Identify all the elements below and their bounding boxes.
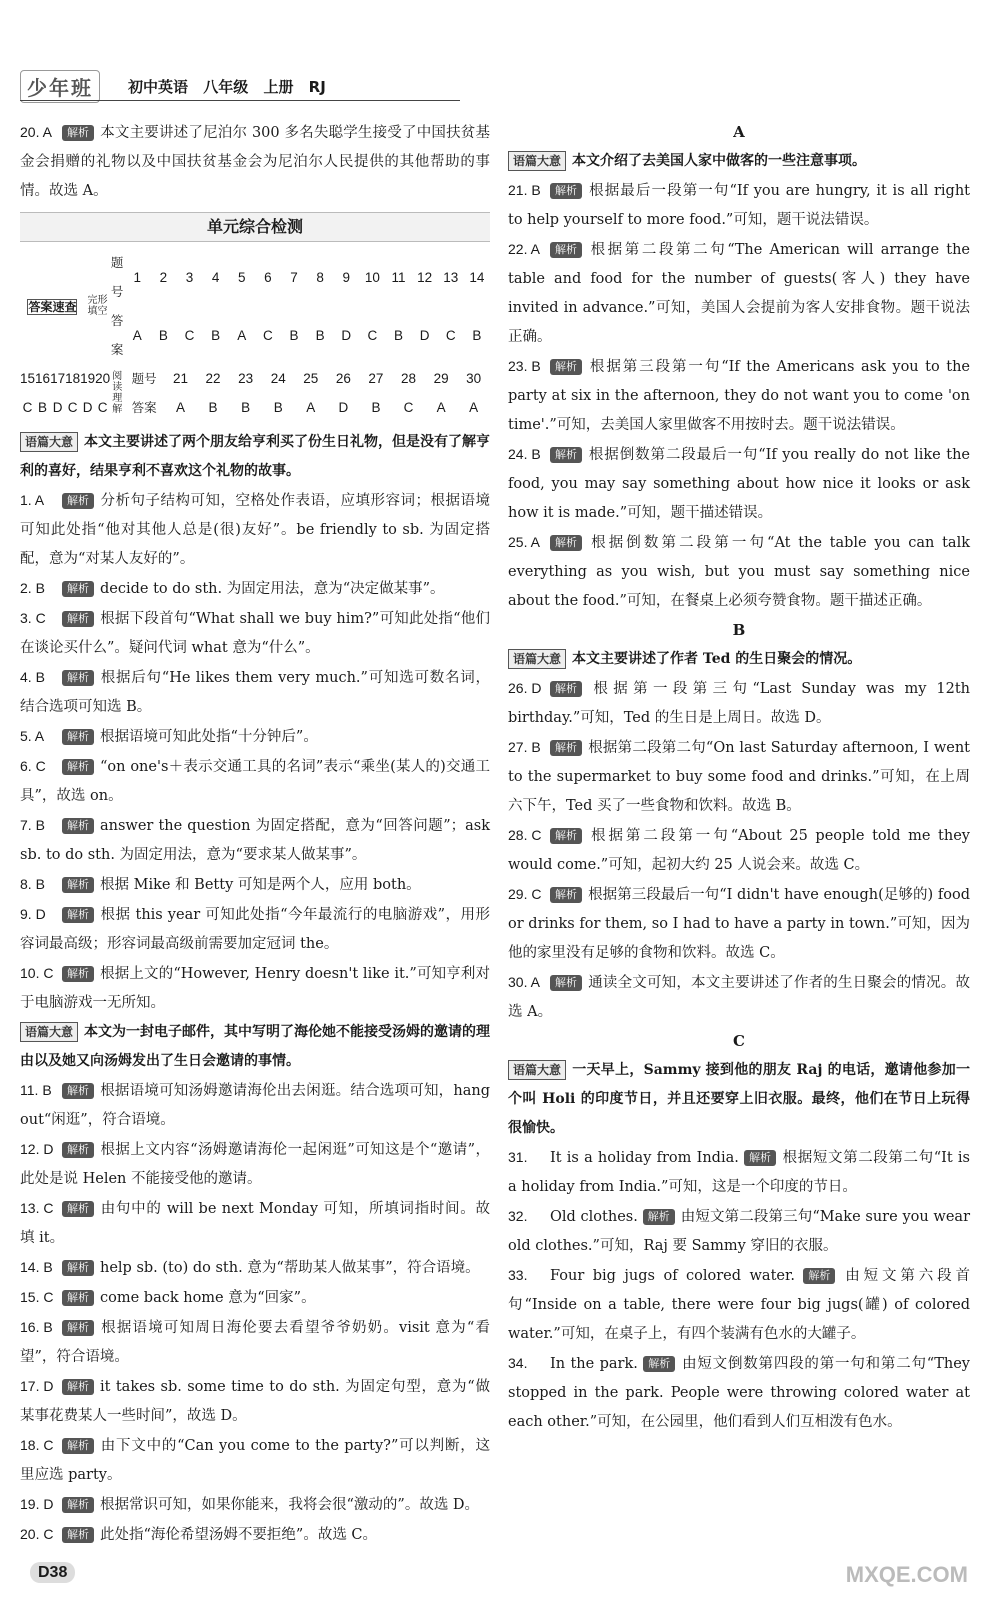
item-text: 根据 Mike 和 Betty 可知是两个人，应用 both。 bbox=[100, 877, 421, 893]
item-number: 12. D bbox=[20, 1141, 54, 1157]
answer-table bbox=[20, 248, 490, 422]
analysis-tag: 解析 bbox=[62, 907, 94, 923]
summary-text: 本文主要讲述了两个朋友给亨利买了份生日礼物，但是没有了解亨利的喜好，结果亨利不喜欢这个礼物的故事。 bbox=[20, 434, 491, 479]
answer-item bbox=[20, 1194, 490, 1253]
analysis-tag: 解析 bbox=[550, 242, 582, 258]
answer-list-1 bbox=[20, 486, 490, 1018]
answer-list-2 bbox=[20, 1076, 490, 1550]
answer-item bbox=[20, 1135, 490, 1194]
answer-item bbox=[508, 1202, 970, 1261]
answer-list-a bbox=[508, 176, 970, 616]
item-number: 14. B bbox=[20, 1259, 53, 1275]
answer-item bbox=[20, 1076, 490, 1135]
analysis-tag: 解析 bbox=[62, 1290, 94, 1306]
item-number: 10. C bbox=[20, 965, 54, 981]
table-cell: 8 bbox=[316, 269, 324, 285]
analysis-tag: 解析 bbox=[62, 670, 94, 686]
table-cell: C bbox=[263, 327, 273, 343]
table-cell: 16 bbox=[35, 371, 51, 386]
summary-b bbox=[508, 645, 970, 674]
answer-item bbox=[508, 1143, 970, 1202]
table-cell: 12 bbox=[417, 269, 433, 285]
item-text: 根据第二段第一句“About 25 people told me they would come.”可知，起初大约 25 人说会来。故选 C。 bbox=[508, 828, 970, 873]
analysis-tag: 解析 bbox=[62, 581, 94, 597]
page-number: D38 bbox=[30, 1562, 75, 1583]
table-cell: B bbox=[393, 327, 403, 343]
item-number: 6. C bbox=[20, 758, 46, 774]
answer-item bbox=[508, 352, 970, 440]
table-cell: 27 bbox=[368, 371, 384, 386]
item-text: 根据语境可知此处指“十分钟后”。 bbox=[100, 729, 318, 745]
item-answer: In the park. bbox=[550, 1356, 638, 1372]
item-number: 5. A bbox=[20, 728, 45, 744]
answer-item bbox=[20, 663, 490, 722]
table-cell: 1 bbox=[133, 269, 141, 285]
analysis-tag: 解析 bbox=[550, 359, 582, 375]
item-number: 3. C bbox=[20, 610, 46, 626]
item-number: 20. C bbox=[20, 1526, 54, 1542]
analysis-tag: 解析 bbox=[550, 535, 582, 551]
table-cell: 24 bbox=[270, 371, 286, 386]
item-text: 根据第三段最后一句“I didn't have enough(足够的) food or drinks for them, so I had to have a party in town.”可知，因为他的家里没有足够的食物和饮料。故选 C。 bbox=[508, 887, 970, 961]
item-text: “on one's＋表示交通工具的名词”表示“乘坐(某人的)交通工具”，故选 on。 bbox=[20, 759, 490, 804]
analysis-tag: 解析 bbox=[62, 759, 94, 775]
table-cell: 7 bbox=[290, 269, 298, 285]
answer-item bbox=[508, 1349, 970, 1437]
item-answer: Four big jugs of colored water. bbox=[550, 1268, 795, 1284]
table-cell: 17 bbox=[50, 371, 66, 386]
table-cell: B bbox=[208, 400, 218, 415]
table-cell: 13 bbox=[443, 269, 459, 285]
item-number: 16. B bbox=[20, 1319, 53, 1335]
item-number: 18. C bbox=[20, 1437, 54, 1453]
analysis-tag: 解析 bbox=[62, 493, 94, 509]
left-column bbox=[20, 118, 490, 1550]
item-number: 24. B bbox=[508, 446, 541, 462]
answer-item bbox=[508, 440, 970, 528]
table-cell: 30 bbox=[466, 371, 482, 386]
table-cell: B bbox=[472, 327, 482, 343]
item-number: 4. B bbox=[20, 669, 45, 685]
table-cell: B bbox=[289, 327, 299, 343]
item-text: 由短文倒数第四段的第一句和第二句“They stopped in the park. People were throwing colored water at each other.”可知，在公园里，他们看到人们互相泼有色水。 bbox=[508, 1356, 970, 1430]
item-text: 由句中的 will be next Monday 可知，所填词指时间。故填 it。 bbox=[20, 1201, 490, 1246]
item-number: 15. C bbox=[20, 1289, 54, 1305]
table-cell: 23 bbox=[238, 371, 254, 386]
header-title: 初中英语 八年级 上册 RJ bbox=[128, 77, 326, 96]
answer-item bbox=[20, 1372, 490, 1431]
item-number: 17. D bbox=[20, 1378, 54, 1394]
item-number: 23. B bbox=[508, 358, 541, 374]
table-cell: D bbox=[341, 327, 352, 343]
item-number: 20. A bbox=[20, 124, 52, 140]
analysis-tag: 解析 bbox=[550, 740, 582, 756]
item-number: 33. bbox=[508, 1267, 528, 1283]
item-text: 根据后句“He likes them very much.”可知选可数名词，结合选项可知选 B。 bbox=[20, 670, 490, 715]
answer-item bbox=[508, 880, 970, 968]
table-cell: 28 bbox=[401, 371, 417, 386]
answer-item bbox=[20, 959, 490, 1018]
summary-badge: 语篇大意 bbox=[508, 649, 566, 669]
table-cell: 20 bbox=[95, 371, 111, 386]
header-rule bbox=[20, 100, 460, 101]
summary-c bbox=[508, 1056, 970, 1143]
table-cell: A bbox=[132, 327, 142, 343]
item-answer: It is a holiday from India. bbox=[550, 1150, 739, 1166]
analysis-tag: 解析 bbox=[62, 1142, 94, 1158]
item-text: 根据最后一段第一句“If you are hungry, it is all right to help yourself to more food.”可知，题干说法错误。 bbox=[508, 183, 970, 228]
item-answer: Old clothes. bbox=[550, 1209, 638, 1225]
analysis-tag: 解析 bbox=[62, 1438, 94, 1454]
table-cell: A bbox=[175, 400, 185, 415]
section-c-title: C bbox=[733, 1032, 745, 1050]
answer-item bbox=[20, 1431, 490, 1490]
item-number: 11. B bbox=[20, 1082, 52, 1098]
item-text: 根据语境可知周日海伦要去看望爷爷奶奶。visit 意为“看望”，符合语境。 bbox=[20, 1320, 490, 1365]
item-number: 26. D bbox=[508, 680, 542, 696]
summary-badge: 语篇大意 bbox=[508, 1060, 566, 1080]
summary-text: 本文介绍了去美国人家中做客的一些注意事项。 bbox=[572, 153, 867, 169]
item-number: 30. A bbox=[508, 974, 540, 990]
item-number: 13. C bbox=[20, 1200, 54, 1216]
analysis-tag: 解析 bbox=[62, 125, 94, 141]
table-cell: 25 bbox=[303, 371, 319, 386]
table-cell: B bbox=[211, 327, 221, 343]
table-cell: 5 bbox=[237, 269, 246, 285]
answer-item bbox=[20, 1313, 490, 1372]
section-a-title: A bbox=[733, 123, 745, 141]
summary-badge: 语篇大意 bbox=[20, 1022, 78, 1042]
answer-item bbox=[20, 870, 490, 900]
item-number: 9. D bbox=[20, 906, 46, 922]
table-cell: A bbox=[237, 327, 247, 343]
item-number: 25. A bbox=[508, 534, 540, 550]
answer-item bbox=[20, 752, 490, 811]
item-text: come back home 意为“回家”。 bbox=[100, 1290, 316, 1306]
answer-list-c bbox=[508, 1143, 970, 1437]
item-number: 34. bbox=[508, 1355, 528, 1371]
analysis-tag: 解析 bbox=[62, 1083, 94, 1099]
item-text: 由短文第六段首句“Inside on a table, there were four big jugs(罐) of colored water.”可知，在桌子上，有四个装满有色水的大罐子。 bbox=[508, 1268, 971, 1342]
analysis-tag: 解析 bbox=[62, 1497, 94, 1513]
analysis-tag: 解析 bbox=[62, 1527, 94, 1543]
analysis-tag: 解析 bbox=[62, 966, 94, 982]
table-cell: D bbox=[82, 400, 93, 415]
table-cell: B bbox=[315, 327, 325, 343]
item-text: 根据上文的“However, Henry doesn't like it.”可知亨利对于电脑游戏一无所知。 bbox=[20, 966, 490, 1011]
summary-text: 本文主要讲述了作者 Ted 的生日聚会的情况。 bbox=[572, 651, 862, 667]
item-number: 8. B bbox=[20, 876, 45, 892]
analysis-tag: 解析 bbox=[62, 1260, 94, 1276]
analysis-tag: 解析 bbox=[62, 818, 94, 834]
analysis-tag: 解析 bbox=[550, 975, 582, 991]
watermark: MXQE.COM bbox=[845, 1562, 968, 1587]
item-text: 根据常识可知，如果你能来，我将会很“激动的”。故选 D。 bbox=[100, 1497, 480, 1513]
item-text: 根据倒数第二段最后一句“If you really do not like the food, you may say something about how nice it looks or ask how it is made.”可知，题干描述错误。 bbox=[508, 447, 970, 521]
table-cell: C bbox=[445, 327, 456, 343]
summary-1 bbox=[20, 428, 490, 486]
summary-text: 本文为一封电子邮件，其中写明了海伦她不能接受汤姆的邀请的理由以及她又向汤姆发出了生日会邀请的事情。 bbox=[20, 1024, 491, 1069]
analysis-tag: 解析 bbox=[643, 1209, 675, 1225]
cloze-label: 完形填空 bbox=[87, 295, 108, 317]
question-label: 题号 bbox=[131, 371, 157, 386]
right-column bbox=[508, 118, 970, 1437]
analysis-tag: 解析 bbox=[550, 828, 582, 844]
answer-item bbox=[508, 528, 970, 616]
answer-item bbox=[508, 674, 970, 733]
table-cell: 9 bbox=[342, 269, 350, 285]
table-cell: 2 bbox=[159, 269, 168, 285]
answer-item bbox=[508, 733, 970, 821]
table-cell: A bbox=[436, 400, 446, 415]
table-cell: B bbox=[241, 400, 251, 415]
table-cell: A bbox=[469, 400, 479, 415]
item-text: 根据 this year 可知此处指“今年最流行的电脑游戏”，用形容词最高级；形容词最高级前需要加定冠词 the。 bbox=[20, 907, 490, 952]
section-b-title: B bbox=[732, 621, 746, 639]
item-number: 21. B bbox=[508, 182, 541, 198]
analysis-tag: 解析 bbox=[803, 1268, 835, 1284]
item-text: 根据下段首句“What shall we buy him?”可知此处指“他们在谈论买什么”。疑问代词 what 意为“什么”。 bbox=[20, 611, 490, 656]
answer-item bbox=[20, 604, 490, 663]
analysis-tag: 解析 bbox=[550, 447, 582, 463]
analysis-tag: 解析 bbox=[62, 1379, 94, 1395]
item-text: 此处指“海伦希望汤姆不要拒绝”。故选 C。 bbox=[100, 1527, 378, 1543]
analysis-tag: 解析 bbox=[62, 1320, 94, 1336]
table-cell: C bbox=[184, 327, 195, 343]
answer-item bbox=[508, 968, 970, 1027]
table-cell: 14 bbox=[469, 269, 485, 285]
analysis-tag: 解析 bbox=[550, 183, 582, 199]
answer-item bbox=[20, 1283, 490, 1313]
item-text: 根据倒数第二段第一句“At the table you can talk everything as you wish, but you must say something nice about the food.”可知，在餐桌上必须夸赞食物。题干描述正确。 bbox=[508, 535, 970, 609]
table-cell: C bbox=[403, 400, 414, 415]
item-number: 32. bbox=[508, 1208, 528, 1224]
table-cell: B bbox=[371, 400, 381, 415]
item-text: 本文主要讲述了尼泊尔 300 多名失聪学生接受了中国扶贫基金会捐赠的礼物以及中国扶贫基金会为尼泊尔人民提供的其他帮助的事情。故选 A。 bbox=[20, 125, 490, 199]
table-cell: 18 bbox=[65, 371, 81, 386]
answer-label: 答案 bbox=[110, 313, 124, 357]
quick-check-label: 答案速查 bbox=[28, 299, 77, 314]
item-number: 19. D bbox=[20, 1496, 54, 1512]
summary-badge: 语篇大意 bbox=[508, 151, 566, 171]
item-text: 根据第二段第二句“The American will arrange the table and food for the number of guests(客人) they have invited in advance.”可知，美国人会提前为客人安排食物。题干说法正确。 bbox=[508, 242, 970, 345]
table-cell: C bbox=[97, 400, 108, 415]
item-text: 根据第三段第一句“If the Americans ask you to the party at six in the afternoon, they do not want you to come 'on time'.”可知，去美国人家里做客不用按时去。题干说法错误。 bbox=[508, 359, 970, 433]
answer-item bbox=[20, 1520, 490, 1550]
answer-item bbox=[508, 235, 970, 352]
summary-badge: 语篇大意 bbox=[20, 432, 78, 452]
item-number: 29. C bbox=[508, 886, 542, 902]
answer-item bbox=[20, 486, 490, 574]
table-cell: 22 bbox=[205, 371, 221, 386]
item-number: 31. bbox=[508, 1149, 528, 1165]
table-cell: 19 bbox=[80, 371, 96, 386]
analysis-tag: 解析 bbox=[550, 681, 582, 697]
analysis-tag: 解析 bbox=[643, 1356, 675, 1372]
table-cell: B bbox=[158, 327, 168, 343]
table-cell: 29 bbox=[433, 371, 449, 386]
item-text: 根据第二段第二句“On last Saturday afternoon, I went to the supermarket to buy some food and drinks.”可知，在上周六下午，Ted 买了一些食物和饮料。故选 B。 bbox=[508, 740, 970, 814]
answer-item bbox=[20, 1490, 490, 1520]
page-footer bbox=[30, 1562, 75, 1582]
page-header bbox=[20, 70, 500, 102]
table-cell: 3 bbox=[185, 269, 194, 285]
answer-item bbox=[508, 821, 970, 880]
table-cell: 6 bbox=[264, 269, 272, 285]
item-text: answer the question 为固定搭配，意为“回答问题”；ask sb. to do sth. 为固定用法，意为“要求某人做某事”。 bbox=[20, 818, 490, 863]
item-text: 根据第一段第三句“Last Sunday was my 12th birthday.”可知，Ted 的生日是上周日。故选 D。 bbox=[508, 681, 970, 726]
analysis-tag: 解析 bbox=[550, 887, 582, 903]
analysis-tag: 解析 bbox=[62, 1201, 94, 1217]
item-text: decide to do sth. 为固定用法，意为“决定做某事”。 bbox=[100, 581, 445, 597]
item-text: 通读全文可知，本文主要讲述了作者的生日聚会的情况。故选 A。 bbox=[508, 975, 970, 1020]
summary-a bbox=[508, 147, 970, 176]
item-text: 根据上文内容“汤姆邀请海伦一起闲逛”可知这是个“邀请”，此处是说 Helen 不能接受他的邀请。 bbox=[20, 1142, 490, 1187]
analysis-tag: 解析 bbox=[744, 1150, 776, 1166]
table-cell: B bbox=[273, 400, 283, 415]
answer-item bbox=[20, 574, 490, 604]
table-cell: 26 bbox=[335, 371, 351, 386]
table-cell: D bbox=[338, 400, 349, 415]
item-text: 由短文第二段第三句“Make sure you wear old clothes.”可知，Raj 要 Sammy 穿旧的衣服。 bbox=[508, 1209, 971, 1254]
item-number: 2. B bbox=[20, 580, 45, 596]
table-cell: D bbox=[419, 327, 430, 343]
table-cell: C bbox=[367, 327, 378, 343]
item-number: 22. A bbox=[508, 241, 540, 257]
table-cell: 15 bbox=[20, 371, 36, 386]
answer-list-b bbox=[508, 674, 970, 1027]
question-label: 题号 bbox=[110, 255, 124, 299]
answer-item bbox=[20, 118, 490, 206]
summary-2 bbox=[20, 1018, 490, 1076]
summary-text: 一天早上，Sammy 接到他的朋友 Raj 的电话，邀请他参加一个叫 Holi 的印度节日，并且还要穿上旧衣服。最终，他们在节日上玩得很愉快。 bbox=[508, 1062, 970, 1136]
table-cell: 21 bbox=[172, 371, 188, 386]
analysis-tag: 解析 bbox=[62, 611, 94, 627]
analysis-tag: 解析 bbox=[62, 729, 94, 745]
answer-item bbox=[20, 900, 490, 959]
table-cell: D bbox=[52, 400, 63, 415]
table-cell: 4 bbox=[211, 269, 220, 285]
item-text: 由下文中的“Can you come to the party?”可以判断，这里应选 party。 bbox=[20, 1438, 490, 1483]
item-text: 根据短文第二段第二句“It is a holiday from India.”可知，这是一个印度的节日。 bbox=[508, 1150, 970, 1195]
answer-item bbox=[508, 176, 970, 235]
table-cell: C bbox=[67, 400, 78, 415]
table-cell: 11 bbox=[391, 269, 406, 285]
answer-item bbox=[20, 1253, 490, 1283]
item-number: 1. A bbox=[20, 492, 45, 508]
item-number: 28. C bbox=[508, 827, 542, 843]
analysis-tag: 解析 bbox=[62, 877, 94, 893]
table-cell: A bbox=[306, 400, 316, 415]
table-cell: C bbox=[22, 400, 33, 415]
item-text: 分析句子结构可知，空格处作表语，应填形容词；根据语境可知此处指“他对其他人总是(很)友好”。be friendly to sb. 为固定搭配，意为“对某人友好的”。 bbox=[20, 493, 490, 567]
section-banner: 单元综合检测 bbox=[20, 212, 490, 242]
book-logo: 少年班 bbox=[20, 70, 100, 103]
answer-item bbox=[20, 811, 490, 870]
answer-item bbox=[508, 1261, 970, 1349]
reading-label: 阅读理解 bbox=[112, 371, 123, 415]
item-text: help sb. (to) do sth. 意为“帮助某人做某事”，符合语境。 bbox=[100, 1260, 480, 1276]
table-cell: 10 bbox=[364, 269, 380, 285]
item-number: 27. B bbox=[508, 739, 541, 755]
item-text: 根据语境可知汤姆邀请海伦出去闲逛。结合选项可知，hang out“闲逛”，符合语境。 bbox=[20, 1083, 490, 1128]
item-text: it takes sb. some time to do sth. 为固定句型，意为“做某事花费某人一些时间”，故选 D。 bbox=[20, 1379, 490, 1424]
table-cell: B bbox=[38, 400, 48, 415]
item-number: 7. B bbox=[20, 817, 45, 833]
answer-item bbox=[20, 722, 490, 752]
answer-label: 答案 bbox=[131, 400, 157, 415]
